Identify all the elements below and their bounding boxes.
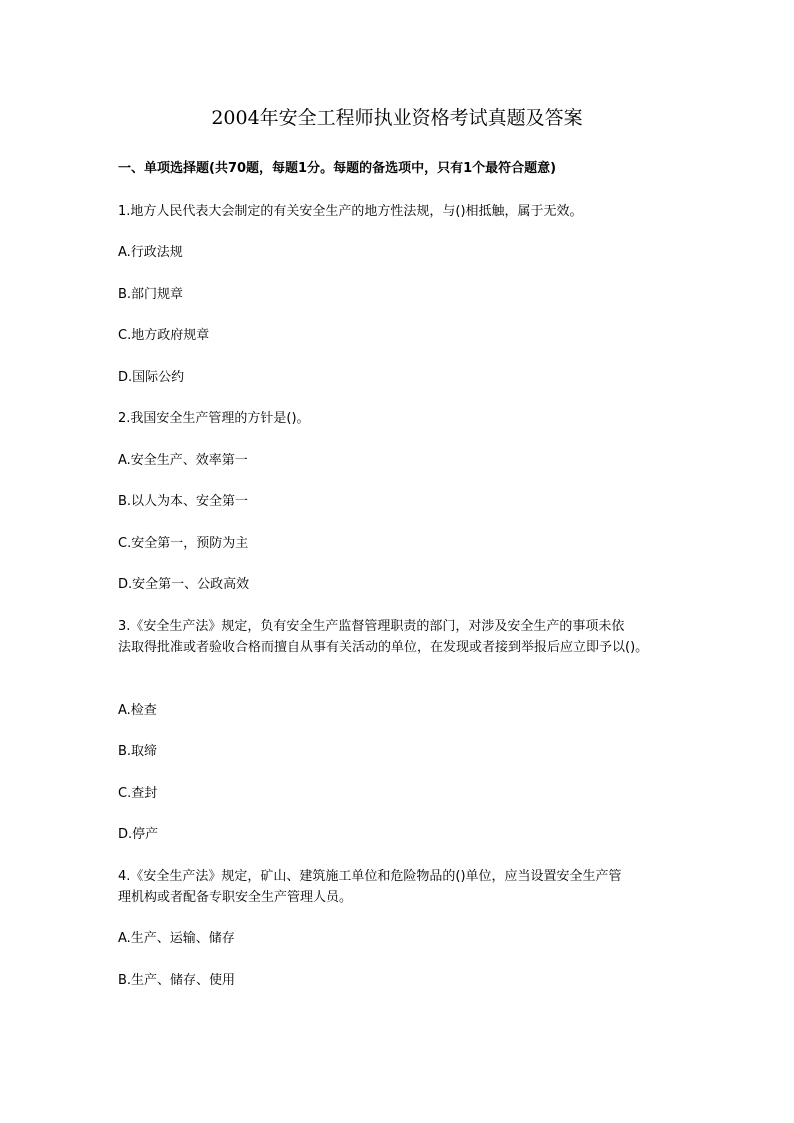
question-2-option-b: B.以人为本、安全第一 bbox=[118, 494, 249, 509]
question-3-text-line-1: 3.《安全生产法》规定，负有安全生产监督管理职责的部门，对涉及安全生产的事项未依 bbox=[118, 619, 625, 634]
section-heading: 一、单项选择题(共70题，每题1分。每题的备选项中，只有1个最符合题意) bbox=[118, 161, 557, 176]
question-1-option-c: C.地方政府规章 bbox=[118, 328, 210, 343]
question-1-option-a: A.行政法规 bbox=[118, 245, 183, 260]
question-3-option-c: C.查封 bbox=[118, 786, 158, 801]
question-2-option-d: D.安全第一、公政高效 bbox=[118, 577, 250, 592]
page-title: 2004年安全工程师执业资格考试真题及答案 bbox=[211, 107, 583, 129]
question-2-text: 2.我国安全生产管理的方针是()。 bbox=[118, 411, 310, 426]
question-1-text: 1.地方人民代表大会制定的有关安全生产的地方性法规，与()相抵触，属于无效。 bbox=[118, 204, 583, 219]
question-2-option-c: C.安全第一，预防为主 bbox=[118, 536, 249, 551]
question-4-text-line-1: 4.《安全生产法》规定，矿山、建筑施工单位和危险物品的()单位，应当设置安全生产管 bbox=[118, 869, 622, 884]
question-3-text-line-2: 法取得批准或者验收合格而擅自从事有关活动的单位，在发现或者接到举报后应立即予以()。 bbox=[118, 640, 649, 655]
question-3-option-b: B.取缔 bbox=[118, 744, 158, 759]
question-4-option-b: B.生产、储存、使用 bbox=[118, 973, 236, 988]
question-3-option-a: A.检查 bbox=[118, 703, 157, 718]
question-3-option-d: D.停产 bbox=[118, 827, 159, 842]
question-4-option-a: A.生产、运输、储存 bbox=[118, 931, 235, 946]
question-4-text-line-2: 理机构或者配备专职安全生产管理人员。 bbox=[118, 890, 353, 905]
question-1-option-d: D.国际公约 bbox=[118, 370, 185, 385]
question-1-option-b: B.部门规章 bbox=[118, 287, 184, 302]
question-2-option-a: A.安全生产、效率第一 bbox=[118, 453, 248, 468]
